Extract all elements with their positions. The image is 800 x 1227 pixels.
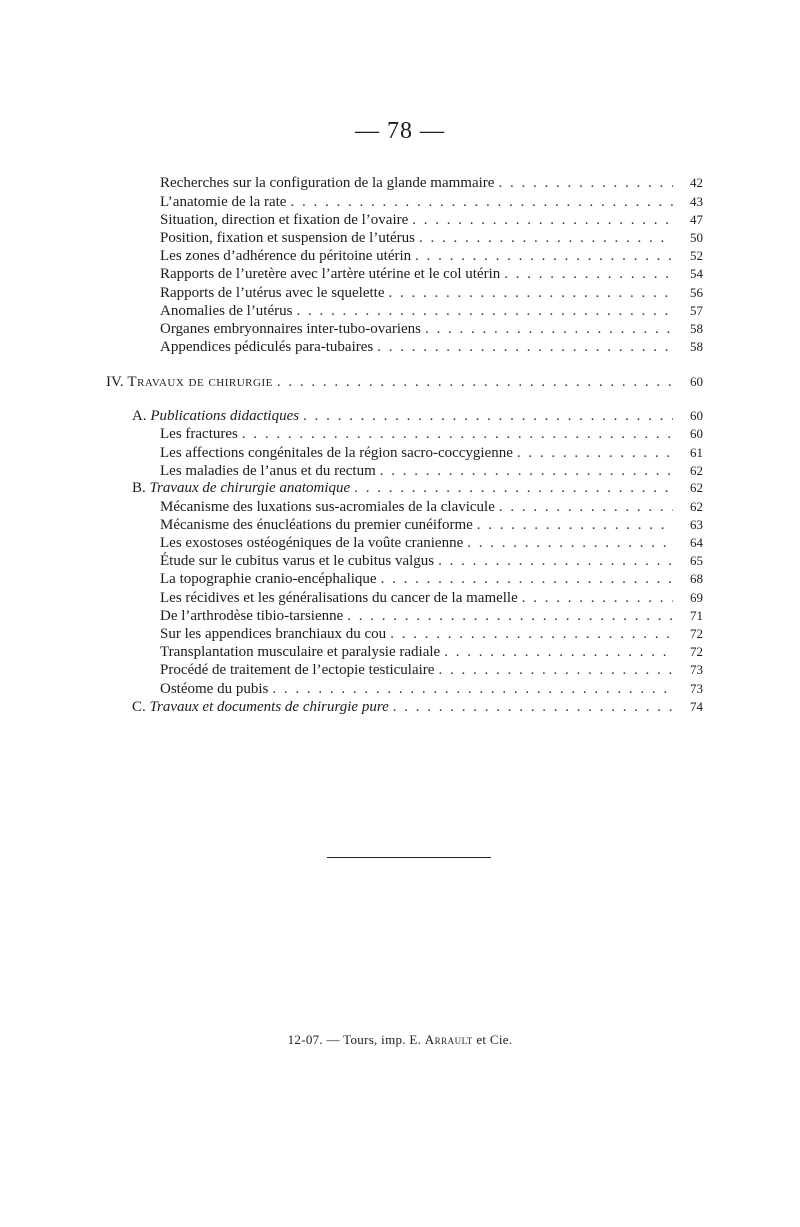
- toc-entry-page: 72: [690, 644, 703, 659]
- toc-subsection-label: C.: [132, 699, 146, 715]
- toc-entry: [160, 193, 703, 211]
- toc-entry-title: Rapports de l’utérus avec le squelette: [160, 285, 385, 301]
- toc-entry-title: Travaux de chirurgie anatomique: [149, 480, 351, 496]
- toc-entry: [160, 516, 703, 534]
- toc-entry-title: Les exostoses ostéogéniques de la voûte cranienne: [160, 535, 464, 551]
- toc-entry-page: 54: [690, 266, 703, 281]
- toc-entry: [160, 498, 703, 516]
- toc-entry-page: 62: [690, 480, 703, 495]
- toc-entry-page: 74: [690, 699, 703, 714]
- toc-entry-title: La topographie cranio-encéphalique: [160, 571, 377, 587]
- toc-entry-page: 60: [690, 374, 703, 389]
- toc-entry: [160, 661, 703, 679]
- toc-entry: [160, 680, 703, 698]
- toc-entry: [160, 425, 703, 443]
- toc-entry-page: 60: [690, 408, 703, 423]
- toc-entry-page: 73: [690, 681, 703, 696]
- toc-entry: [160, 284, 703, 302]
- toc-entry-title: Les récidives et les généralisations du cancer de la mamelle: [160, 590, 518, 606]
- toc-entry-title: Organes embryonnaires inter-tubo-ovariens: [160, 321, 422, 337]
- toc-entry: [160, 444, 703, 462]
- toc-entry-page: 47: [690, 212, 703, 227]
- toc-entry-title: Les affections congénitales de la région sacro-coccygienne: [160, 445, 513, 461]
- toc-entry: [160, 552, 703, 570]
- toc-entry-page: 43: [690, 194, 703, 209]
- printer-imprint: 12-07. — Tours, imp. E. Arrault et Cie.: [287, 1032, 513, 1047]
- toc-entry: [160, 265, 703, 283]
- toc-entry-title: Les maladies de l’anus et du rectum: [160, 463, 376, 479]
- toc-entry-title: L’anatomie de la rate: [160, 194, 287, 210]
- toc-entry-title: Anomalies de l’utérus: [160, 303, 293, 319]
- divider-rule: [327, 857, 491, 858]
- toc-entry-title: Mécanisme des luxations sus-acromiales de la clavicule: [160, 499, 495, 515]
- toc-entry: [160, 625, 703, 643]
- toc-entry-page: 42: [690, 175, 703, 190]
- toc-entry-page: 62: [690, 499, 703, 514]
- toc-entry-title: Travaux de chirurgie: [127, 374, 273, 390]
- toc-entry: [160, 534, 703, 552]
- toc-entry: [160, 229, 703, 247]
- toc-subsection-label: A.: [132, 408, 147, 424]
- toc-entry-page: 68: [690, 571, 703, 586]
- toc-entry-page: 62: [690, 463, 703, 478]
- toc-entry-title: Rapports de l’uretère avec l’artère utérine et le col utérin: [160, 266, 501, 282]
- toc-entry-page: 65: [690, 553, 703, 568]
- toc-entry-title: Situation, direction et fixation de l’ovaire: [160, 212, 409, 228]
- toc-entry-page: 58: [690, 339, 703, 354]
- toc-entry: [160, 302, 703, 320]
- toc-entry-title: Recherches sur la configuration de la glande mammaire: [160, 175, 495, 191]
- toc-entry-page: 52: [690, 248, 703, 263]
- toc-entry-title: Les fractures: [160, 426, 238, 442]
- toc-subsection-heading: [132, 407, 703, 425]
- toc-entry-page: 50: [690, 230, 703, 245]
- toc-entry-title: Étude sur le cubitus varus et le cubitus valgus: [160, 553, 435, 569]
- toc-entry-page: 57: [690, 303, 703, 318]
- toc-entry-title: Publications didactiques: [150, 408, 300, 424]
- toc-entry-page: 58: [690, 321, 703, 336]
- toc-entry: [160, 589, 703, 607]
- page-number: — 78 —: [355, 118, 445, 144]
- toc-entry-title: Ostéome du pubis: [160, 681, 269, 697]
- toc-entry: [160, 462, 703, 480]
- toc-entry-title: Appendices pédiculés para-tubaires: [160, 339, 374, 355]
- toc-entry-page: 60: [690, 426, 703, 441]
- toc-entry-page: 69: [690, 590, 703, 605]
- toc-subsection-heading: [132, 698, 703, 716]
- toc-subsection-label: B.: [132, 480, 146, 496]
- toc-entry: [160, 247, 703, 265]
- toc-entry: [160, 643, 703, 661]
- toc-entry-title: Transplantation musculaire et paralysie radiale: [160, 644, 441, 660]
- toc-entry: [160, 174, 703, 192]
- toc-entry: [160, 570, 703, 588]
- toc-subsection-heading: [132, 479, 703, 497]
- toc-entry-page: 56: [690, 285, 703, 300]
- toc-entry-title: Sur les appendices branchiaux du cou: [160, 626, 387, 642]
- toc-entry: [160, 607, 703, 625]
- toc-entry: [160, 338, 703, 356]
- toc-section-label: IV.: [106, 374, 124, 390]
- toc-entry: [160, 211, 703, 229]
- toc-entry-page: 71: [690, 608, 703, 623]
- toc-entry-page: 73: [690, 662, 703, 677]
- toc-entry-title: Position, fixation et suspension de l’utérus: [160, 230, 415, 246]
- toc-entry-title: Mécanisme des énucléations du premier cunéiforme: [160, 517, 473, 533]
- toc-entry-page: 64: [690, 535, 703, 550]
- toc-entry-title: De l’arthrodèse tibio-tarsienne: [160, 608, 344, 624]
- toc-entry-page: 72: [690, 626, 703, 641]
- toc-entry-title: Procédé de traitement de l’ectopie testiculaire: [160, 662, 435, 678]
- toc-entry-title: Travaux et documents de chirurgie pure: [149, 699, 389, 715]
- toc-entry-title: Les zones d’adhérence du péritoine utérin: [160, 248, 412, 264]
- toc-entry-page: 63: [690, 517, 703, 532]
- toc-entry-page: 61: [690, 445, 703, 460]
- toc-entry: [160, 320, 703, 338]
- toc-section-heading: [106, 373, 703, 391]
